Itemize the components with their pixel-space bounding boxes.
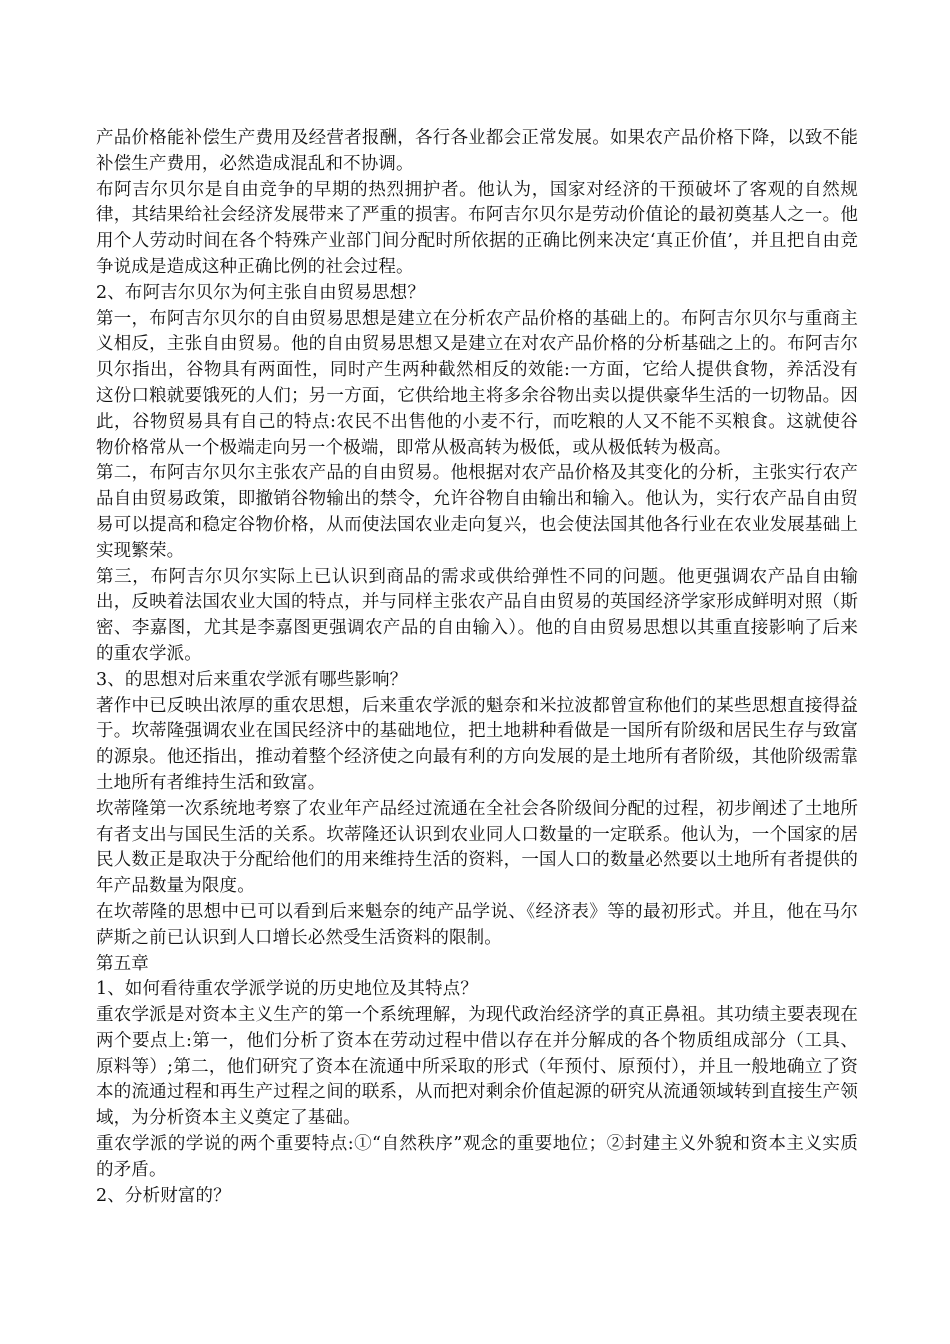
paragraph-free-competition: 布阿吉尔贝尔是自由竞争的早期的热烈拥护者。他认为，国家对经济的干预破坏了客观的自然规律，其结果给社会经济发展带来了严重的损害。布阿吉尔贝尔是劳动价值论的最初奠基人之一。他用个人劳动时间在各个特殊产业部门间分配时所依据的正确比例来决定‘真正价值’，并且把自由竞争说成是造成这种正确比例的社会过程。 [96,179,858,277]
paragraph-price-compensation: 产品价格能补偿生产费用及经营者报酬，各行各业都会正常发展。如果农产品价格下降，以致不能补偿生产费用，必然造成混乱和不协调。 [96,128,858,174]
paragraph-cantillon-quesnay: 在坎蒂隆的思想中已可以看到后来魁奈的纯产品学说、《经济表》等的最初形式。并且，他在马尔萨斯之前已认识到人口增长必然受生活资料的限制。 [96,901,858,948]
question-heading-2-free-trade: 2、布阿吉尔贝尔为何主张自由贸易思想？ [96,282,425,303]
paragraph-physiocrat-achievements: 重农学派是对资本主义生产的第一个系统理解，为现代政治经济学的真正鼻祖。其功绩主要表现在两个要点上:第一，他们分析了资本在劳动过程中借以存在并分解成的各个物质组成部分（工具、原料等）;第二，他们研究了资本在流通中所采取的形式（年预付、原预付），并且一般地确立了资本的流通过程和再生产过程之间的联系，从而把对剩余价值起源的研究从流通领域转到直接生产领域，为分析资本主义奠定了基础。 [96,1005,858,1129]
paragraph-first-point: 第一，布阿吉尔贝尔的自由贸易思想是建立在分析农产品价格的基础上的。布阿吉尔贝尔与重商主义相反，主张自由贸易。他的自由贸易思想又是建立在对农产品价格的分析基础之上的。布阿吉尔贝尔指出，谷物具有两面性，同时产生两种截然相反的效能:一方面，它给人提供食物，养活没有这份口粮就要饿死的人们；另一方面，它供给地主将多余谷物出卖以提供豪华生活的一切物品。因此，谷物贸易具有自己的特点:农民不出售他的小麦不行，而吃粮的人又不能不买粮食。这就使谷物价格常从一个极端走向另一个极端，即常从极高转为极低，或从极低转为极高。 [96,308,858,458]
paragraph-third-point: 第三，布阿吉尔贝尔实际上已认识到商品的需求或供给弹性不同的问题。他更强调农产品自由输出，反映着法国农业大国的特点，并与同样主张农产品自由贸易的英国经济学家形成鲜明对照（斯密、李嘉图，尤其是李嘉图更强调农产品的自由输入）。他的自由贸易思想以其重直接影响了后来的重农学派。 [96,566,858,664]
question-heading-3-physiocrat-influence: 3、的思想对后来重农学派有哪些影响？ [96,669,408,690]
question-heading-2-wealth: 2、分析财富的？ [96,1185,231,1206]
question-heading-1-physiocrat-status: 1、如何看待重农学派学说的历史地位及其特点？ [96,979,478,1000]
paragraph-cantillon-agriculture: 著作中已反映出浓厚的重农思想，后来重农学派的魁奈和米拉波都曾宣称他们的某些思想直接得益于。坎蒂隆强调农业在国民经济中的基础地位，把土地耕种看做是一国所有阶级和居民生存与致富的源泉。他还指出，推动着整个经济使之向最有利的方向发展的是土地所有者阶级，其他阶级需靠土地所有者维持生活和致富。 [96,695,858,793]
chapter-heading-5: 第五章 [96,953,149,974]
document-body [96,126,858,1209]
paragraph-second-point: 第二，布阿吉尔贝尔主张农产品的自由贸易。他根据对农产品价格及其变化的分析，主张实行农产品自由贸易政策，即撤销谷物输出的禁令，允许谷物自由输出和输入。他认为，实行农产品自由贸易可以提高和稳定谷物价格，从而使法国农业走向复兴，也会使法国其他各行业在农业发展基础上实现繁荣。 [96,463,858,561]
paragraph-physiocrat-features: 重农学派的学说的两个重要特点:①“自然秩序”观念的重要地位；②封建主义外貌和资本主义实质的矛盾。 [96,1134,858,1180]
paragraph-cantillon-distribution: 坎蒂隆第一次系统地考察了农业年产品经过流通在全社会各阶级间分配的过程，初步阐述了土地所有者支出与国民生活的关系。坎蒂隆还认识到农业同人口数量的一定联系。他认为，一个国家的居民人数正是取决于分配给他们的用来维持生活的资料，一国人口的数量必然要以土地所有者提供的年产品数量为限度。 [96,798,858,897]
